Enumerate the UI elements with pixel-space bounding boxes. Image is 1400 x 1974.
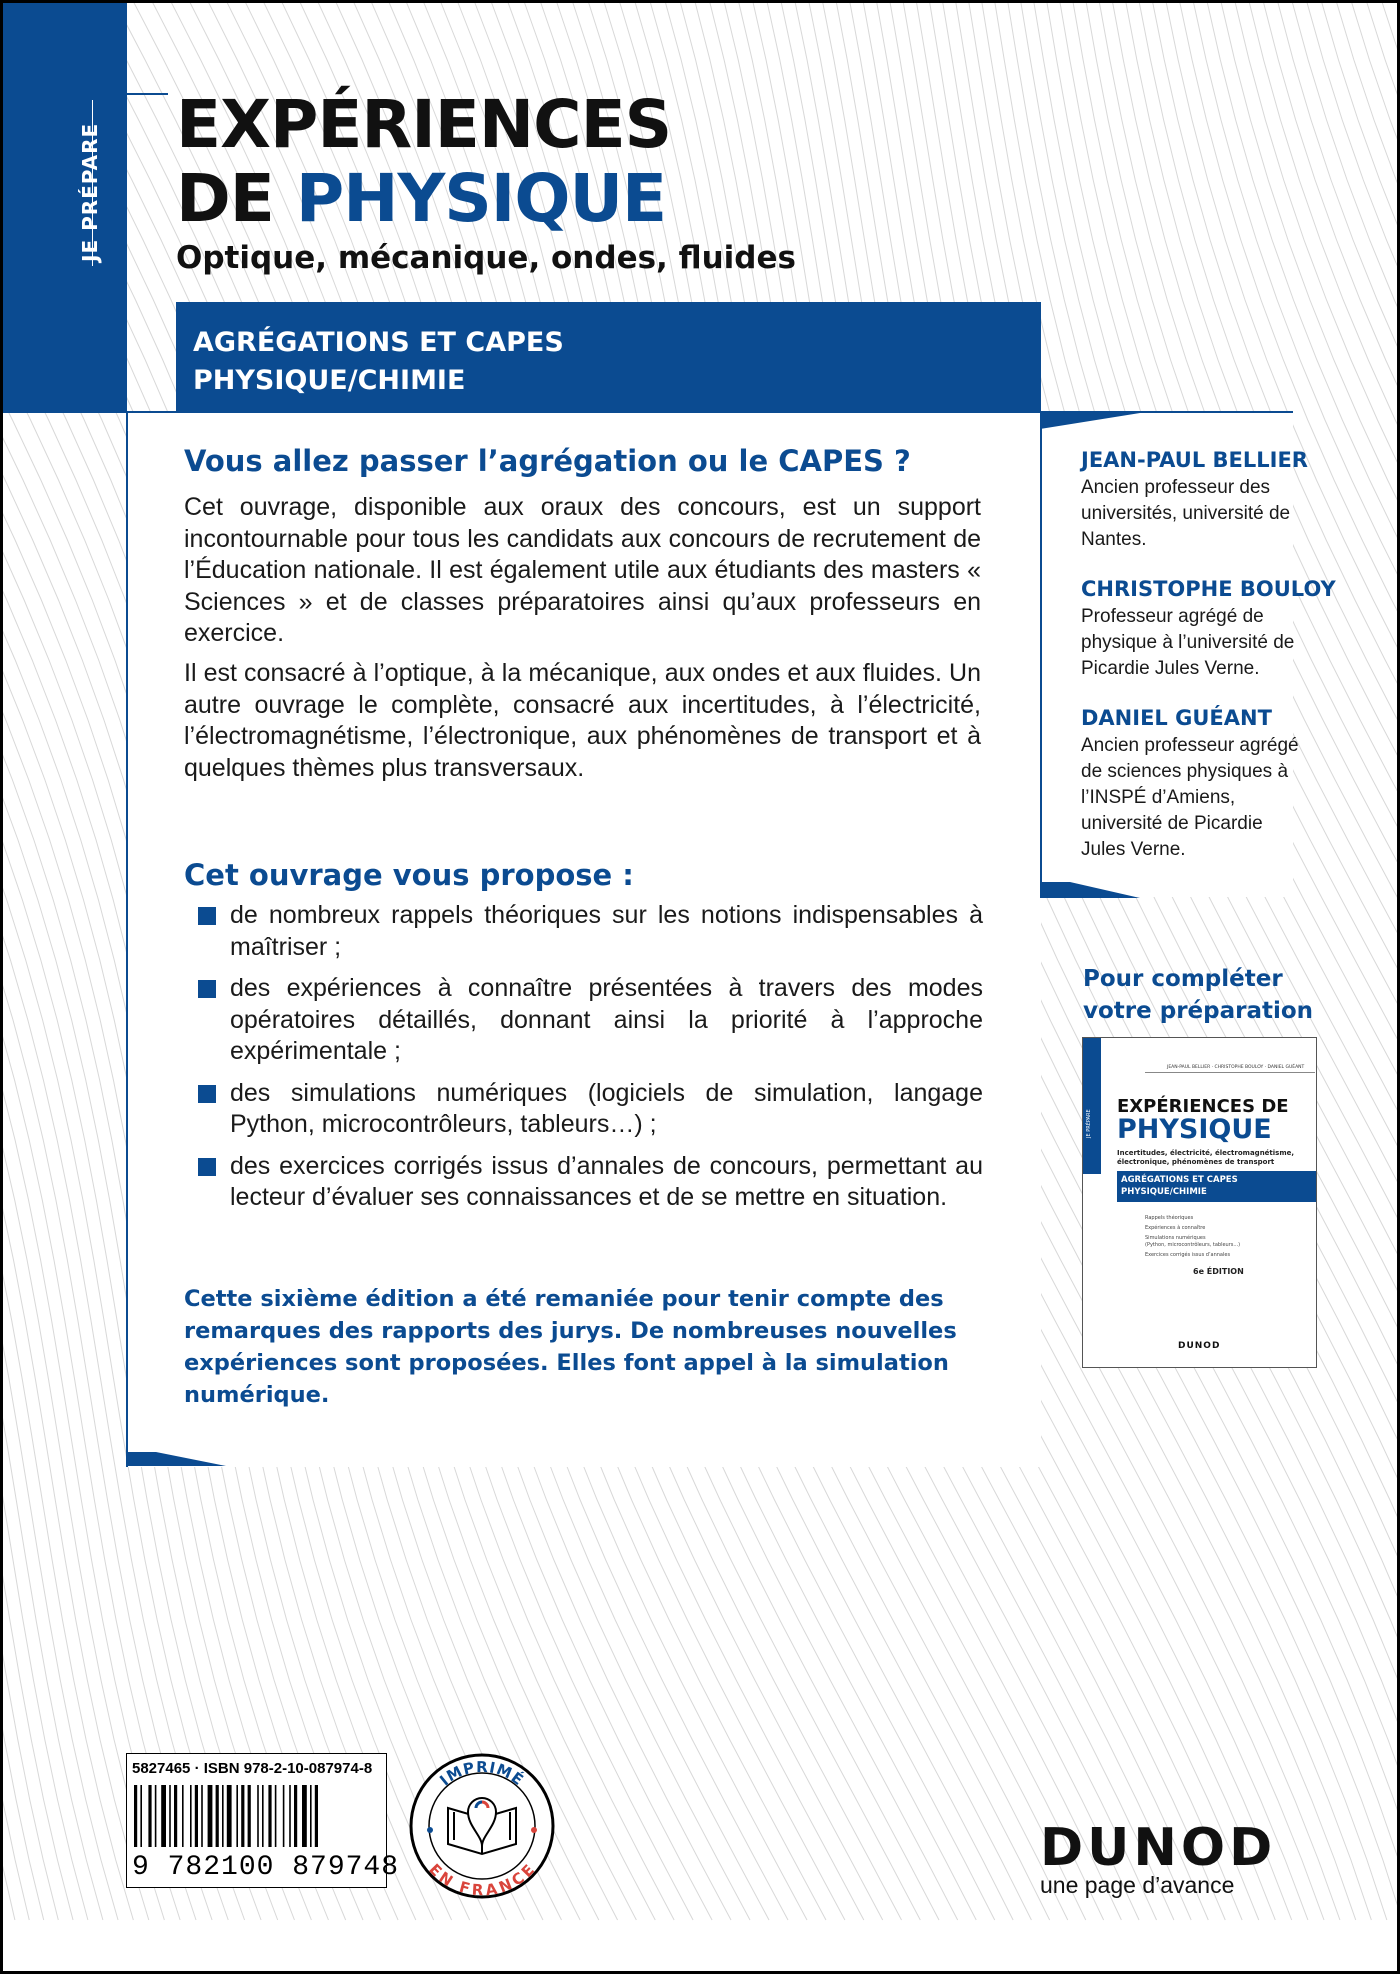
- offer-item: des simulations numériques (logiciels de simulation, langage Python, microcontrôleurs, tableurs…) ;: [198, 1078, 983, 1141]
- mini-feature: Exercices corrigés issus d’annales: [1145, 1252, 1231, 1258]
- bullet-square-icon: [198, 1158, 216, 1176]
- exam-banner: [176, 302, 1041, 412]
- author-bio: Ancien professeur des universités, université de Nantes.: [1081, 477, 1291, 550]
- offer-item: des expériences à connaître présentées à travers des modes opératoires détaillés, donnant ainsi la priorité à l’approche expérimentale ;: [198, 973, 983, 1068]
- mini-publisher: DUNOD: [1178, 1341, 1221, 1351]
- panel-foot-accent: [126, 1452, 226, 1466]
- complete-heading: Pour compléter votre préparation: [1083, 966, 1314, 1024]
- mini-edition: 6e ÉDITION: [1193, 1267, 1244, 1276]
- mini-feature: Simulations numériques: [1145, 1235, 1206, 1241]
- mini-series-band: [1083, 1038, 1101, 1174]
- mini-authors: JEAN-PAUL BELLIER · CHRISTOPHE BOULOY · DANIEL GUÉANT: [1167, 1065, 1305, 1070]
- mini-subtitle-2: électronique, phénomènes de transport: [1117, 1158, 1275, 1166]
- offer-heading: Cet ouvrage vous propose :: [184, 858, 634, 892]
- mini-feature: Rappels théoriques: [1145, 1215, 1194, 1221]
- title-line-1: EXPÉRIENCES: [176, 86, 672, 163]
- edition-note: Cette sixième édition a été remaniée pour tenir compte des remarques des rapports des jurys. De nombreuses nouvelles expériences sont proposées. Elles font appel à la simulation numérique.: [184, 1286, 957, 1408]
- exam-line-2: PHYSIQUE/CHIMIE: [193, 365, 466, 396]
- author-bio: Ancien professeur agrégé de sciences physiques à l’INSPÉ d’Amiens, université de Picardie Jules Verne.: [1081, 735, 1299, 860]
- intro-heading: Vous allez passer l’agrégation ou le CAPES ?: [184, 444, 911, 478]
- series-band: [3, 3, 127, 413]
- mini-title-2: PHYSIQUE: [1117, 1114, 1272, 1145]
- title-prefix: DE: [176, 160, 274, 237]
- publisher-logo: DUNOD: [1040, 1818, 1277, 1878]
- bullet-square-icon: [198, 1085, 216, 1103]
- author-bio: Professeur agrégé de physique à l’université de Picardie Jules Verne.: [1081, 606, 1295, 679]
- companion-book-cover[interactable]: [1082, 1037, 1317, 1368]
- author-name: CHRISTOPHE BOULOY: [1081, 577, 1336, 601]
- author-name: DANIEL GUÉANT: [1081, 706, 1272, 730]
- isbn-digits: 9 782100 879748: [132, 1852, 400, 1883]
- title-line-2: [176, 160, 667, 237]
- offer-item: des exercices corrigés issus d’annales de concours, permettant au lecteur d’évaluer ses connaissances et de se mettre en situation.: [198, 1151, 983, 1214]
- author-name: JEAN-PAUL BELLIER: [1081, 448, 1308, 472]
- series-rule: [92, 93, 168, 95]
- mini-exam-2: PHYSIQUE/CHIMIE: [1121, 1187, 1207, 1197]
- bullet-square-icon: [198, 907, 216, 925]
- mini-exam-1: AGRÉGATIONS ET CAPES: [1121, 1175, 1238, 1185]
- title-accent: PHYSIQUE: [295, 160, 667, 237]
- isbn-label: 5827465 · ISBN 978-2-10-087974-8: [132, 1760, 373, 1777]
- offer-item: de nombreux rappels théoriques sur les notions indispensables à maîtriser ;: [198, 900, 983, 963]
- series-label: JE PRÉPARE: [78, 122, 102, 262]
- seal-top-text: IMPRIMÉ: [436, 1757, 528, 1790]
- mini-subtitle-1: Incertitudes, électricité, électromagnétisme,: [1117, 1149, 1295, 1157]
- exam-line-1: AGRÉGATIONS ET CAPES: [193, 327, 564, 358]
- publisher-tagline: une page d’avance: [1040, 1872, 1235, 1898]
- bullet-square-icon: [198, 980, 216, 998]
- intro-paragraph-1: Cet ouvrage, disponible aux oraux des concours, est un support incontournable pour tous les candidats aux concours de recrutement de l’Éducation nationale. Il est également utile aux étudiants des masters « Sciences » et de classes préparatoires ainsi qu’aux professeurs en exercice.: [184, 493, 981, 647]
- seal-bottom-text: EN FRANCE: [425, 1860, 539, 1900]
- mini-title-1: EXPÉRIENCES DE: [1117, 1096, 1289, 1117]
- offer-list: [198, 900, 983, 1224]
- mini-feature: (Python, microcontrôleurs, tableurs...): [1145, 1242, 1241, 1248]
- barcode-bars: [130, 1785, 384, 1851]
- authors-top-accent: [1040, 413, 1140, 429]
- authors-foot-accent: [1040, 882, 1140, 898]
- subtitle: Optique, mécanique, ondes, fluides: [176, 240, 796, 276]
- intro-paragraph-2: Il est consacré à l’optique, à la mécanique, aux ondes et aux fluides. Un autre ouvrage le complète, consacré aux incertitudes, à l’électricité, l’électromagnétisme, l’électronique, aux phénomènes de transport et à quelques thèmes plus transversaux.: [184, 659, 981, 782]
- mini-feature: Expériences à connaître: [1145, 1225, 1206, 1231]
- mini-series: JE PRÉPARE: [1086, 1109, 1092, 1138]
- imprime-en-france-seal: [408, 1752, 556, 1900]
